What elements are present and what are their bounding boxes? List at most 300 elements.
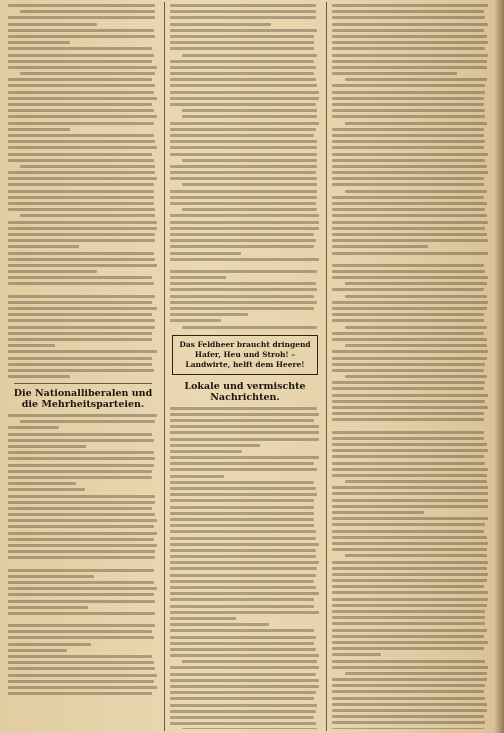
text-line bbox=[332, 227, 485, 230]
text-line bbox=[8, 686, 157, 689]
text-line bbox=[182, 115, 317, 118]
text-line bbox=[332, 66, 487, 69]
text-line bbox=[170, 72, 314, 75]
text-line bbox=[8, 544, 157, 547]
text-line bbox=[332, 134, 484, 137]
text-line bbox=[332, 604, 487, 607]
text-line bbox=[170, 555, 316, 558]
paragraph-gap bbox=[8, 563, 158, 569]
text-line bbox=[170, 419, 314, 422]
text-line bbox=[332, 622, 485, 625]
text-line bbox=[170, 4, 316, 7]
text-line bbox=[170, 10, 316, 13]
text-line bbox=[182, 660, 317, 663]
text-line bbox=[332, 406, 488, 409]
text-line bbox=[8, 159, 154, 162]
text-line bbox=[8, 282, 154, 285]
text-line bbox=[170, 481, 314, 484]
text-line bbox=[332, 41, 488, 44]
text-line bbox=[332, 288, 484, 291]
text-line bbox=[170, 91, 319, 94]
text-line bbox=[332, 511, 424, 514]
text-line bbox=[345, 672, 487, 675]
text-line bbox=[332, 579, 487, 582]
text-line bbox=[8, 414, 157, 417]
text-line bbox=[170, 586, 316, 589]
text-line bbox=[8, 667, 155, 670]
text-line bbox=[8, 295, 155, 298]
text-line bbox=[332, 561, 488, 564]
text-line bbox=[170, 462, 314, 465]
text-line bbox=[170, 103, 316, 106]
column-2 bbox=[170, 4, 320, 729]
text-line bbox=[8, 91, 154, 94]
text-line bbox=[332, 418, 484, 421]
text-line bbox=[170, 499, 314, 502]
text-line bbox=[8, 319, 155, 322]
text-line bbox=[8, 122, 154, 125]
text-line bbox=[170, 512, 314, 515]
text-line bbox=[8, 476, 152, 479]
text-line bbox=[332, 252, 488, 255]
text-line bbox=[332, 616, 485, 619]
text-line bbox=[8, 245, 79, 248]
text-line bbox=[170, 722, 316, 725]
text-line bbox=[170, 537, 316, 540]
text-line bbox=[170, 140, 317, 143]
text-line bbox=[332, 338, 487, 341]
text-line bbox=[332, 319, 484, 322]
text-line bbox=[8, 54, 154, 57]
text-line bbox=[332, 91, 485, 94]
text-line bbox=[332, 394, 488, 397]
text-line bbox=[170, 146, 317, 149]
text-line bbox=[332, 115, 485, 118]
text-line bbox=[8, 258, 155, 261]
text-line bbox=[8, 221, 157, 224]
text-line bbox=[8, 134, 154, 137]
text-line bbox=[332, 363, 485, 366]
text-line bbox=[8, 84, 155, 87]
text-line bbox=[170, 438, 319, 441]
text-line bbox=[332, 47, 485, 50]
text-line bbox=[332, 455, 484, 458]
text-line bbox=[8, 115, 157, 118]
text-line bbox=[170, 623, 269, 626]
text-line bbox=[170, 636, 316, 639]
text-line bbox=[332, 523, 485, 526]
text-line bbox=[332, 585, 484, 588]
text-line bbox=[345, 190, 487, 193]
text-line bbox=[170, 679, 319, 682]
column-divider bbox=[326, 2, 327, 731]
text-line bbox=[332, 573, 488, 576]
text-line bbox=[8, 177, 157, 180]
text-line bbox=[332, 357, 487, 360]
text-line bbox=[345, 122, 487, 125]
text-line bbox=[332, 202, 487, 205]
text-line bbox=[332, 159, 485, 162]
text-line bbox=[170, 233, 314, 236]
text-line bbox=[170, 177, 317, 180]
text-line bbox=[170, 258, 319, 261]
text-line bbox=[345, 344, 487, 347]
text-line bbox=[170, 685, 319, 688]
text-line bbox=[8, 525, 154, 528]
text-line bbox=[170, 425, 319, 428]
text-line bbox=[332, 72, 457, 75]
text-line bbox=[8, 587, 157, 590]
text-line bbox=[332, 486, 488, 489]
text-line bbox=[8, 363, 152, 366]
text-line bbox=[332, 221, 488, 224]
text-line bbox=[332, 171, 488, 174]
text-line bbox=[170, 307, 314, 310]
text-line bbox=[8, 624, 155, 627]
text-line bbox=[170, 605, 314, 608]
text-line bbox=[170, 78, 316, 81]
text-line bbox=[332, 468, 488, 471]
text-line bbox=[170, 642, 314, 645]
text-line bbox=[8, 569, 154, 572]
text-line bbox=[8, 470, 152, 473]
text-line bbox=[345, 282, 487, 285]
text-line bbox=[332, 35, 487, 38]
text-line bbox=[332, 387, 484, 390]
text-line bbox=[8, 655, 152, 658]
text-line bbox=[332, 16, 485, 19]
text-line bbox=[20, 10, 155, 13]
text-line bbox=[170, 468, 317, 471]
text-line bbox=[8, 202, 154, 205]
text-line bbox=[332, 400, 485, 403]
text-line bbox=[170, 617, 236, 620]
text-line bbox=[8, 538, 154, 541]
text-line bbox=[332, 196, 484, 199]
text-line bbox=[8, 183, 154, 186]
column-1-top-text bbox=[8, 4, 158, 378]
text-line bbox=[332, 350, 488, 353]
text-line bbox=[170, 221, 319, 224]
text-line bbox=[170, 530, 316, 533]
text-line bbox=[332, 10, 484, 13]
text-line bbox=[8, 501, 155, 504]
text-line bbox=[8, 97, 157, 100]
text-line bbox=[332, 728, 484, 729]
text-line bbox=[8, 495, 155, 498]
text-line bbox=[8, 488, 85, 491]
text-line bbox=[332, 270, 485, 273]
text-line bbox=[170, 47, 314, 50]
text-line bbox=[8, 482, 76, 485]
text-line bbox=[332, 437, 484, 440]
column-1-bottom-text bbox=[8, 414, 158, 695]
paragraph-gap bbox=[170, 264, 320, 270]
text-line bbox=[332, 301, 488, 304]
text-line bbox=[332, 431, 484, 434]
text-line bbox=[170, 227, 319, 230]
text-line bbox=[8, 519, 157, 522]
paragraph-gap bbox=[332, 258, 490, 264]
paragraph-gap bbox=[332, 425, 490, 431]
text-line bbox=[170, 574, 316, 577]
text-line bbox=[332, 412, 484, 415]
text-line bbox=[8, 313, 152, 316]
text-line bbox=[170, 697, 314, 700]
text-line bbox=[170, 654, 319, 657]
text-line bbox=[332, 591, 488, 594]
text-line bbox=[170, 252, 241, 255]
text-line bbox=[8, 301, 152, 304]
text-line bbox=[8, 513, 155, 516]
text-line bbox=[332, 598, 488, 601]
text-line bbox=[332, 462, 485, 465]
text-line bbox=[8, 146, 157, 149]
text-line bbox=[170, 270, 317, 273]
text-line bbox=[332, 245, 428, 248]
text-line bbox=[170, 16, 316, 19]
text-line bbox=[170, 97, 319, 100]
text-line bbox=[170, 493, 317, 496]
text-line bbox=[332, 369, 484, 372]
text-line bbox=[8, 307, 157, 310]
text-line bbox=[170, 592, 319, 595]
text-line bbox=[8, 593, 154, 596]
text-line bbox=[170, 691, 316, 694]
text-line bbox=[332, 449, 488, 452]
text-line bbox=[170, 456, 319, 459]
text-line bbox=[170, 165, 317, 168]
text-line bbox=[170, 431, 319, 434]
text-line bbox=[8, 252, 154, 255]
text-line bbox=[8, 575, 94, 578]
text-line bbox=[170, 543, 319, 546]
text-line bbox=[332, 276, 488, 279]
text-line bbox=[170, 171, 316, 174]
text-line bbox=[332, 653, 381, 656]
text-line bbox=[332, 443, 487, 446]
text-line bbox=[332, 492, 488, 495]
text-line bbox=[8, 426, 59, 429]
text-line bbox=[20, 420, 155, 423]
text-line bbox=[8, 692, 152, 695]
text-line bbox=[345, 78, 487, 81]
text-line bbox=[170, 153, 317, 156]
text-line bbox=[8, 103, 152, 106]
text-line bbox=[170, 413, 319, 416]
text-line bbox=[8, 636, 154, 639]
text-line bbox=[332, 109, 485, 112]
text-line bbox=[8, 532, 157, 535]
text-line bbox=[182, 208, 317, 211]
text-line bbox=[8, 507, 152, 510]
text-line bbox=[170, 276, 226, 279]
text-line bbox=[170, 41, 314, 44]
column-2-bottom-text bbox=[170, 407, 320, 729]
text-line bbox=[182, 109, 317, 112]
text-line bbox=[332, 60, 487, 63]
text-line bbox=[8, 227, 157, 230]
text-line bbox=[8, 680, 154, 683]
text-line bbox=[170, 506, 314, 509]
text-line bbox=[8, 41, 70, 44]
text-line bbox=[332, 233, 487, 236]
text-line bbox=[332, 208, 485, 211]
text-line bbox=[170, 450, 242, 453]
text-line bbox=[332, 54, 488, 57]
text-line bbox=[8, 190, 154, 193]
text-line bbox=[8, 66, 157, 69]
text-line bbox=[8, 128, 70, 131]
text-line bbox=[8, 630, 152, 633]
text-line bbox=[170, 580, 314, 583]
text-line bbox=[332, 721, 485, 724]
text-line bbox=[332, 542, 488, 545]
text-line bbox=[8, 264, 157, 267]
text-line bbox=[170, 611, 319, 614]
text-line bbox=[332, 629, 487, 632]
text-line bbox=[345, 375, 487, 378]
text-line bbox=[332, 641, 488, 644]
column-2-top-text bbox=[170, 4, 320, 329]
text-line bbox=[170, 190, 317, 193]
text-line bbox=[170, 35, 314, 38]
section-rule bbox=[14, 383, 152, 384]
text-line bbox=[332, 635, 484, 638]
text-line bbox=[8, 350, 157, 353]
text-line bbox=[332, 499, 488, 502]
text-line bbox=[8, 35, 155, 38]
text-line bbox=[170, 648, 316, 651]
text-line bbox=[8, 78, 152, 81]
text-line bbox=[345, 326, 487, 329]
text-line bbox=[170, 134, 314, 137]
text-line bbox=[332, 146, 484, 149]
text-line bbox=[20, 214, 155, 217]
text-line bbox=[332, 128, 484, 131]
text-line bbox=[170, 561, 319, 564]
text-line bbox=[8, 171, 155, 174]
text-line bbox=[332, 29, 484, 32]
column-divider bbox=[164, 2, 165, 731]
text-line bbox=[332, 153, 488, 156]
text-line bbox=[8, 23, 97, 26]
article-headline-nationalliberale: Die Nationalliberalen und die Mehrheitsparteien. bbox=[13, 388, 153, 411]
text-line bbox=[170, 29, 317, 32]
text-line bbox=[332, 660, 485, 663]
text-line bbox=[332, 177, 484, 180]
text-line bbox=[170, 214, 319, 217]
text-line bbox=[182, 183, 317, 186]
text-line bbox=[170, 128, 316, 131]
text-line bbox=[8, 643, 91, 646]
text-line bbox=[332, 678, 487, 681]
text-line bbox=[170, 66, 316, 69]
text-line bbox=[170, 524, 314, 527]
text-line bbox=[170, 444, 260, 447]
text-line bbox=[332, 239, 488, 242]
text-line bbox=[332, 567, 487, 570]
text-line bbox=[20, 165, 155, 168]
text-line bbox=[8, 326, 155, 329]
column-1 bbox=[8, 4, 158, 729]
text-line bbox=[345, 295, 487, 298]
text-line bbox=[332, 264, 484, 267]
text-line bbox=[182, 159, 317, 162]
text-line bbox=[8, 153, 152, 156]
text-line bbox=[170, 239, 316, 242]
text-line bbox=[332, 313, 484, 316]
text-line bbox=[8, 270, 97, 273]
text-line bbox=[332, 140, 485, 143]
text-line bbox=[332, 381, 485, 384]
text-line bbox=[332, 715, 484, 718]
text-line bbox=[170, 475, 224, 478]
text-line bbox=[8, 661, 154, 664]
text-line bbox=[332, 709, 487, 712]
text-line bbox=[8, 581, 154, 584]
text-line bbox=[332, 165, 487, 168]
text-line bbox=[345, 554, 487, 557]
text-line bbox=[8, 600, 155, 603]
text-line bbox=[332, 536, 487, 539]
text-line bbox=[332, 23, 488, 26]
text-line bbox=[8, 357, 152, 360]
text-line bbox=[8, 60, 152, 63]
text-line bbox=[170, 673, 316, 676]
text-line bbox=[8, 208, 155, 211]
column-3 bbox=[332, 4, 490, 729]
text-line bbox=[170, 666, 319, 669]
text-line bbox=[332, 183, 484, 186]
text-line bbox=[332, 97, 484, 100]
boxed-notice: Das Feldheer braucht dringend Hafer, Heu und Stroh! – Landwirte, helft dem Heere! bbox=[172, 335, 318, 375]
text-line bbox=[170, 518, 314, 521]
text-line bbox=[170, 567, 317, 570]
section-title-lokales: Lokale und vermischte Nachrichten. bbox=[184, 380, 306, 403]
text-line bbox=[8, 457, 155, 460]
text-line bbox=[332, 690, 484, 693]
text-line bbox=[8, 606, 88, 609]
text-line bbox=[170, 288, 317, 291]
text-line bbox=[170, 319, 221, 322]
text-line bbox=[8, 649, 67, 652]
page-edge-shadow bbox=[494, 0, 504, 733]
text-line bbox=[170, 245, 314, 248]
text-line bbox=[8, 369, 154, 372]
text-line bbox=[8, 439, 154, 442]
text-line bbox=[170, 549, 316, 552]
text-line bbox=[332, 517, 488, 520]
text-line bbox=[170, 60, 314, 63]
text-line bbox=[8, 276, 152, 279]
text-line bbox=[8, 556, 155, 559]
text-line bbox=[182, 728, 317, 729]
text-line bbox=[170, 23, 271, 26]
text-line bbox=[332, 610, 485, 613]
text-line bbox=[170, 716, 314, 719]
text-line bbox=[8, 4, 155, 7]
text-line bbox=[170, 301, 317, 304]
text-line bbox=[332, 703, 487, 706]
text-line bbox=[332, 84, 485, 87]
text-line bbox=[8, 451, 154, 454]
text-line bbox=[170, 704, 317, 707]
text-line bbox=[332, 332, 484, 335]
text-line bbox=[8, 29, 154, 32]
text-line bbox=[182, 54, 317, 57]
text-line bbox=[8, 109, 154, 112]
